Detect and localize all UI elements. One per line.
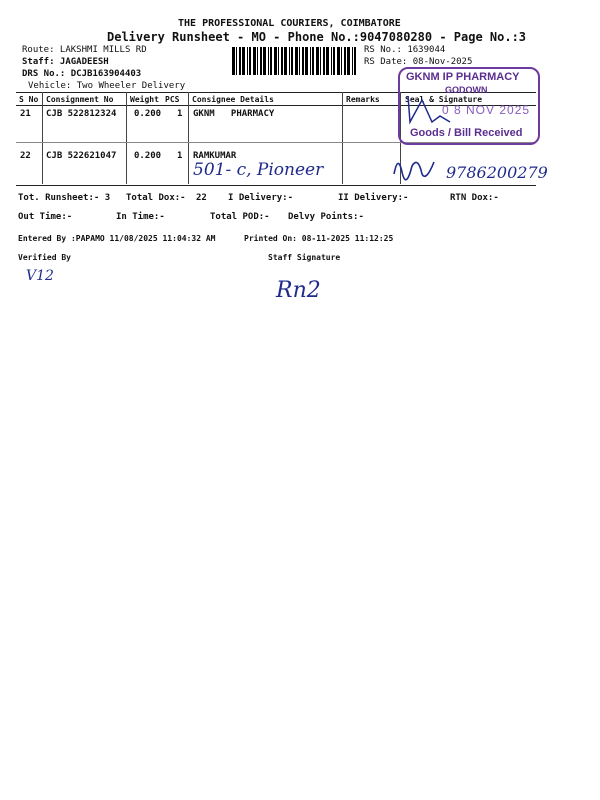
col-seal-header: Seal & Signature xyxy=(405,95,483,104)
row2-sno: 22 xyxy=(20,151,31,161)
stamp-signature-scribble xyxy=(404,92,454,128)
row2-pcs: 1 xyxy=(177,151,183,161)
row1-sno: 21 xyxy=(20,109,31,119)
col-pcs-header: PCS xyxy=(165,95,180,104)
col-consignment-header: Consignment No xyxy=(46,95,114,104)
company-name: THE PROFESSIONAL COURIERS, COIMBATORE xyxy=(178,18,401,29)
staff-text: Staff: JAGADEESH xyxy=(22,57,109,67)
col-remarks-header: Remarks xyxy=(346,95,380,104)
row2-consignee: RAMKUMAR xyxy=(193,151,237,161)
row1-pcs: 1 xyxy=(177,109,183,119)
col-sno-header: S No xyxy=(19,95,39,104)
stamp-line1: GKNM IP PHARMACY xyxy=(406,71,520,83)
in-time: In Time:- xyxy=(116,212,165,222)
table-bottom-rule xyxy=(16,185,536,186)
printed-on: Printed On: 08-11-2025 11:12:25 xyxy=(244,234,394,243)
entered-by: Entered By :PAPAMO 11/08/2025 11:04:32 AM xyxy=(18,234,216,243)
handwritten-phone: 9786200279 xyxy=(446,163,548,182)
i-delivery: I Delivery:- xyxy=(228,193,294,203)
row1-consignee: GKNM PHARMACY xyxy=(193,109,275,119)
vehicle-text: Vehicle: Two Wheeler Delivery xyxy=(28,81,186,91)
col-divider xyxy=(342,92,343,184)
receiver-signature xyxy=(392,152,436,184)
col-divider xyxy=(188,92,189,184)
col-consignee-header: Consignee Details xyxy=(192,95,274,104)
rtn-dox: RTN Dox:- xyxy=(450,193,499,203)
drs-number: DRS No.: DCJB163904403 xyxy=(22,69,142,79)
ii-delivery: II Delivery:- xyxy=(338,193,409,203)
delvy-points: Delvy Points:- xyxy=(288,212,364,222)
row2-weight: 0.200 xyxy=(134,151,162,161)
tot-runsheet: Tot. Runsheet:- 3 xyxy=(18,193,111,203)
verified-by-label: Verified By xyxy=(18,253,71,262)
staff-signature-label: Staff Signature xyxy=(268,253,341,262)
runsheet-title: Delivery Runsheet - MO - Phone No.:9047080280 - Page No.:3 xyxy=(107,30,527,44)
total-dox-value: 22 xyxy=(196,193,207,203)
barcode xyxy=(232,47,360,75)
verified-initials: V12 xyxy=(26,268,54,284)
stamp-date: 0 8 NOV 2025 xyxy=(442,103,531,117)
rs-date: RS Date: 08-Nov-2025 xyxy=(364,57,473,67)
total-dox-label: Total Dox:- xyxy=(126,193,186,203)
staff-initials: Rn2 xyxy=(276,278,321,303)
row1-weight: 0.200 xyxy=(134,109,162,119)
row2-consignment: CJB 522621047 xyxy=(46,151,117,161)
stamp-line2: GODOWN xyxy=(445,85,488,95)
out-time: Out Time:- xyxy=(18,212,73,222)
col-divider xyxy=(42,92,43,184)
col-divider xyxy=(126,92,127,184)
stamp-line3: Goods / Bill Received xyxy=(410,127,523,139)
row1-consignment: CJB 522812324 xyxy=(46,109,117,119)
rs-number: RS No.: 1639044 xyxy=(364,45,446,55)
total-pod: Total POD:- xyxy=(210,212,270,222)
col-weight-header: Weight xyxy=(130,95,159,104)
route-text: Route: LAKSHMI MILLS RD xyxy=(22,45,147,55)
handwritten-address: 501- c, Pioneer xyxy=(193,160,324,180)
